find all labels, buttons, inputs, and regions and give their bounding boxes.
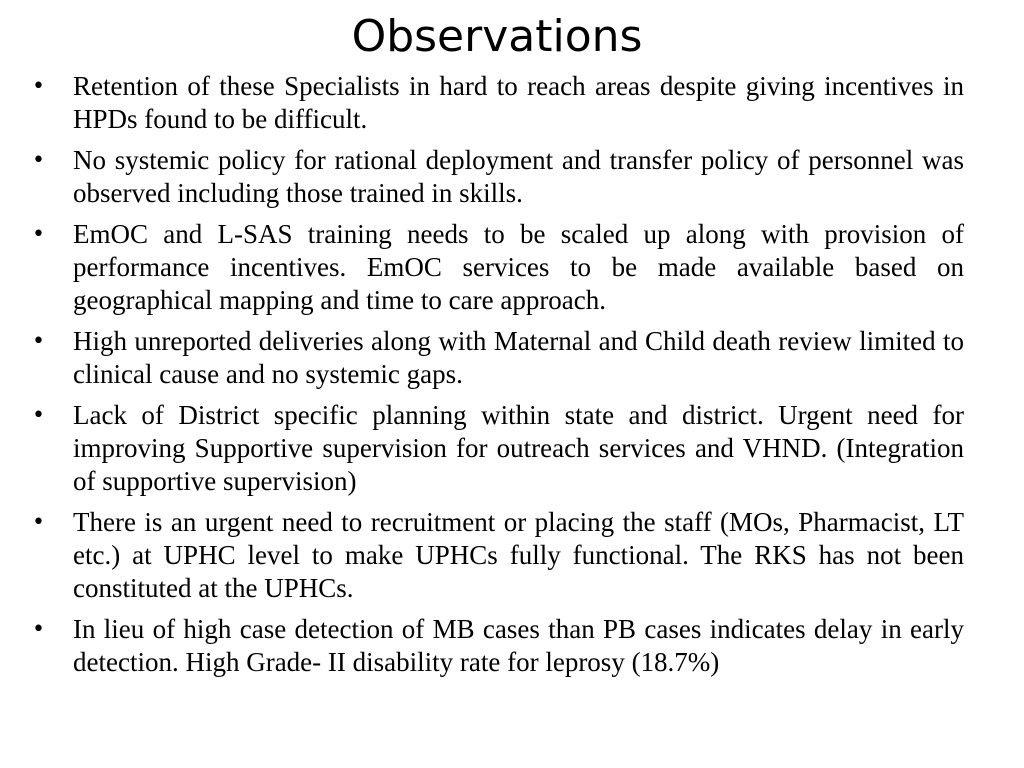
bullet-icon: • — [32, 74, 45, 99]
bullet-item — [30, 613, 964, 679]
bullet-text: No systemic policy for rational deployment and transfer policy of personnel was observed including those trained in skills. — [73, 145, 964, 208]
bullet-item — [30, 218, 964, 317]
bullet-text: EmOC and L-SAS training needs to be scaled up along with provision of performance incentives. EmOC services to be made available based on geographical mapping and time to care approach. — [73, 219, 964, 315]
bullet-item — [30, 70, 964, 136]
bullet-list — [30, 70, 964, 679]
bullet-text: High unreported deliveries along with Maternal and Child death review limited to clinical cause and no systemic gaps. — [73, 326, 964, 389]
bullet-item — [30, 144, 964, 210]
bullet-icon: • — [32, 403, 45, 428]
bullet-icon: • — [32, 510, 45, 535]
bullet-text: There is an urgent need to recruitment or placing the staff (MOs, Pharmacist, LT etc.) at UPHC level to make UPHCs fully functional. The RKS has not been constituted at the UPHCs. — [73, 507, 964, 603]
bullet-text: Retention of these Specialists in hard to reach areas despite giving incentives in HPDs found to be difficult. — [73, 71, 964, 134]
bullet-item — [30, 506, 964, 605]
bullet-item — [30, 399, 964, 498]
bullet-item — [30, 325, 964, 391]
bullet-text: Lack of District specific planning within state and district. Urgent need for improving Supportive supervision for outreach services and VHND. (Integration of supportive supervision) — [73, 400, 964, 496]
bullet-icon: • — [32, 617, 45, 642]
bullet-text: In lieu of high case detection of MB cases than PB cases indicates delay in early detection. High Grade- II disability rate for leprosy (18.7%) — [73, 614, 964, 677]
bullet-icon: • — [32, 148, 45, 173]
bullet-icon: • — [32, 329, 45, 354]
slide-title: Observations — [351, 11, 643, 62]
bullet-icon: • — [32, 222, 45, 247]
